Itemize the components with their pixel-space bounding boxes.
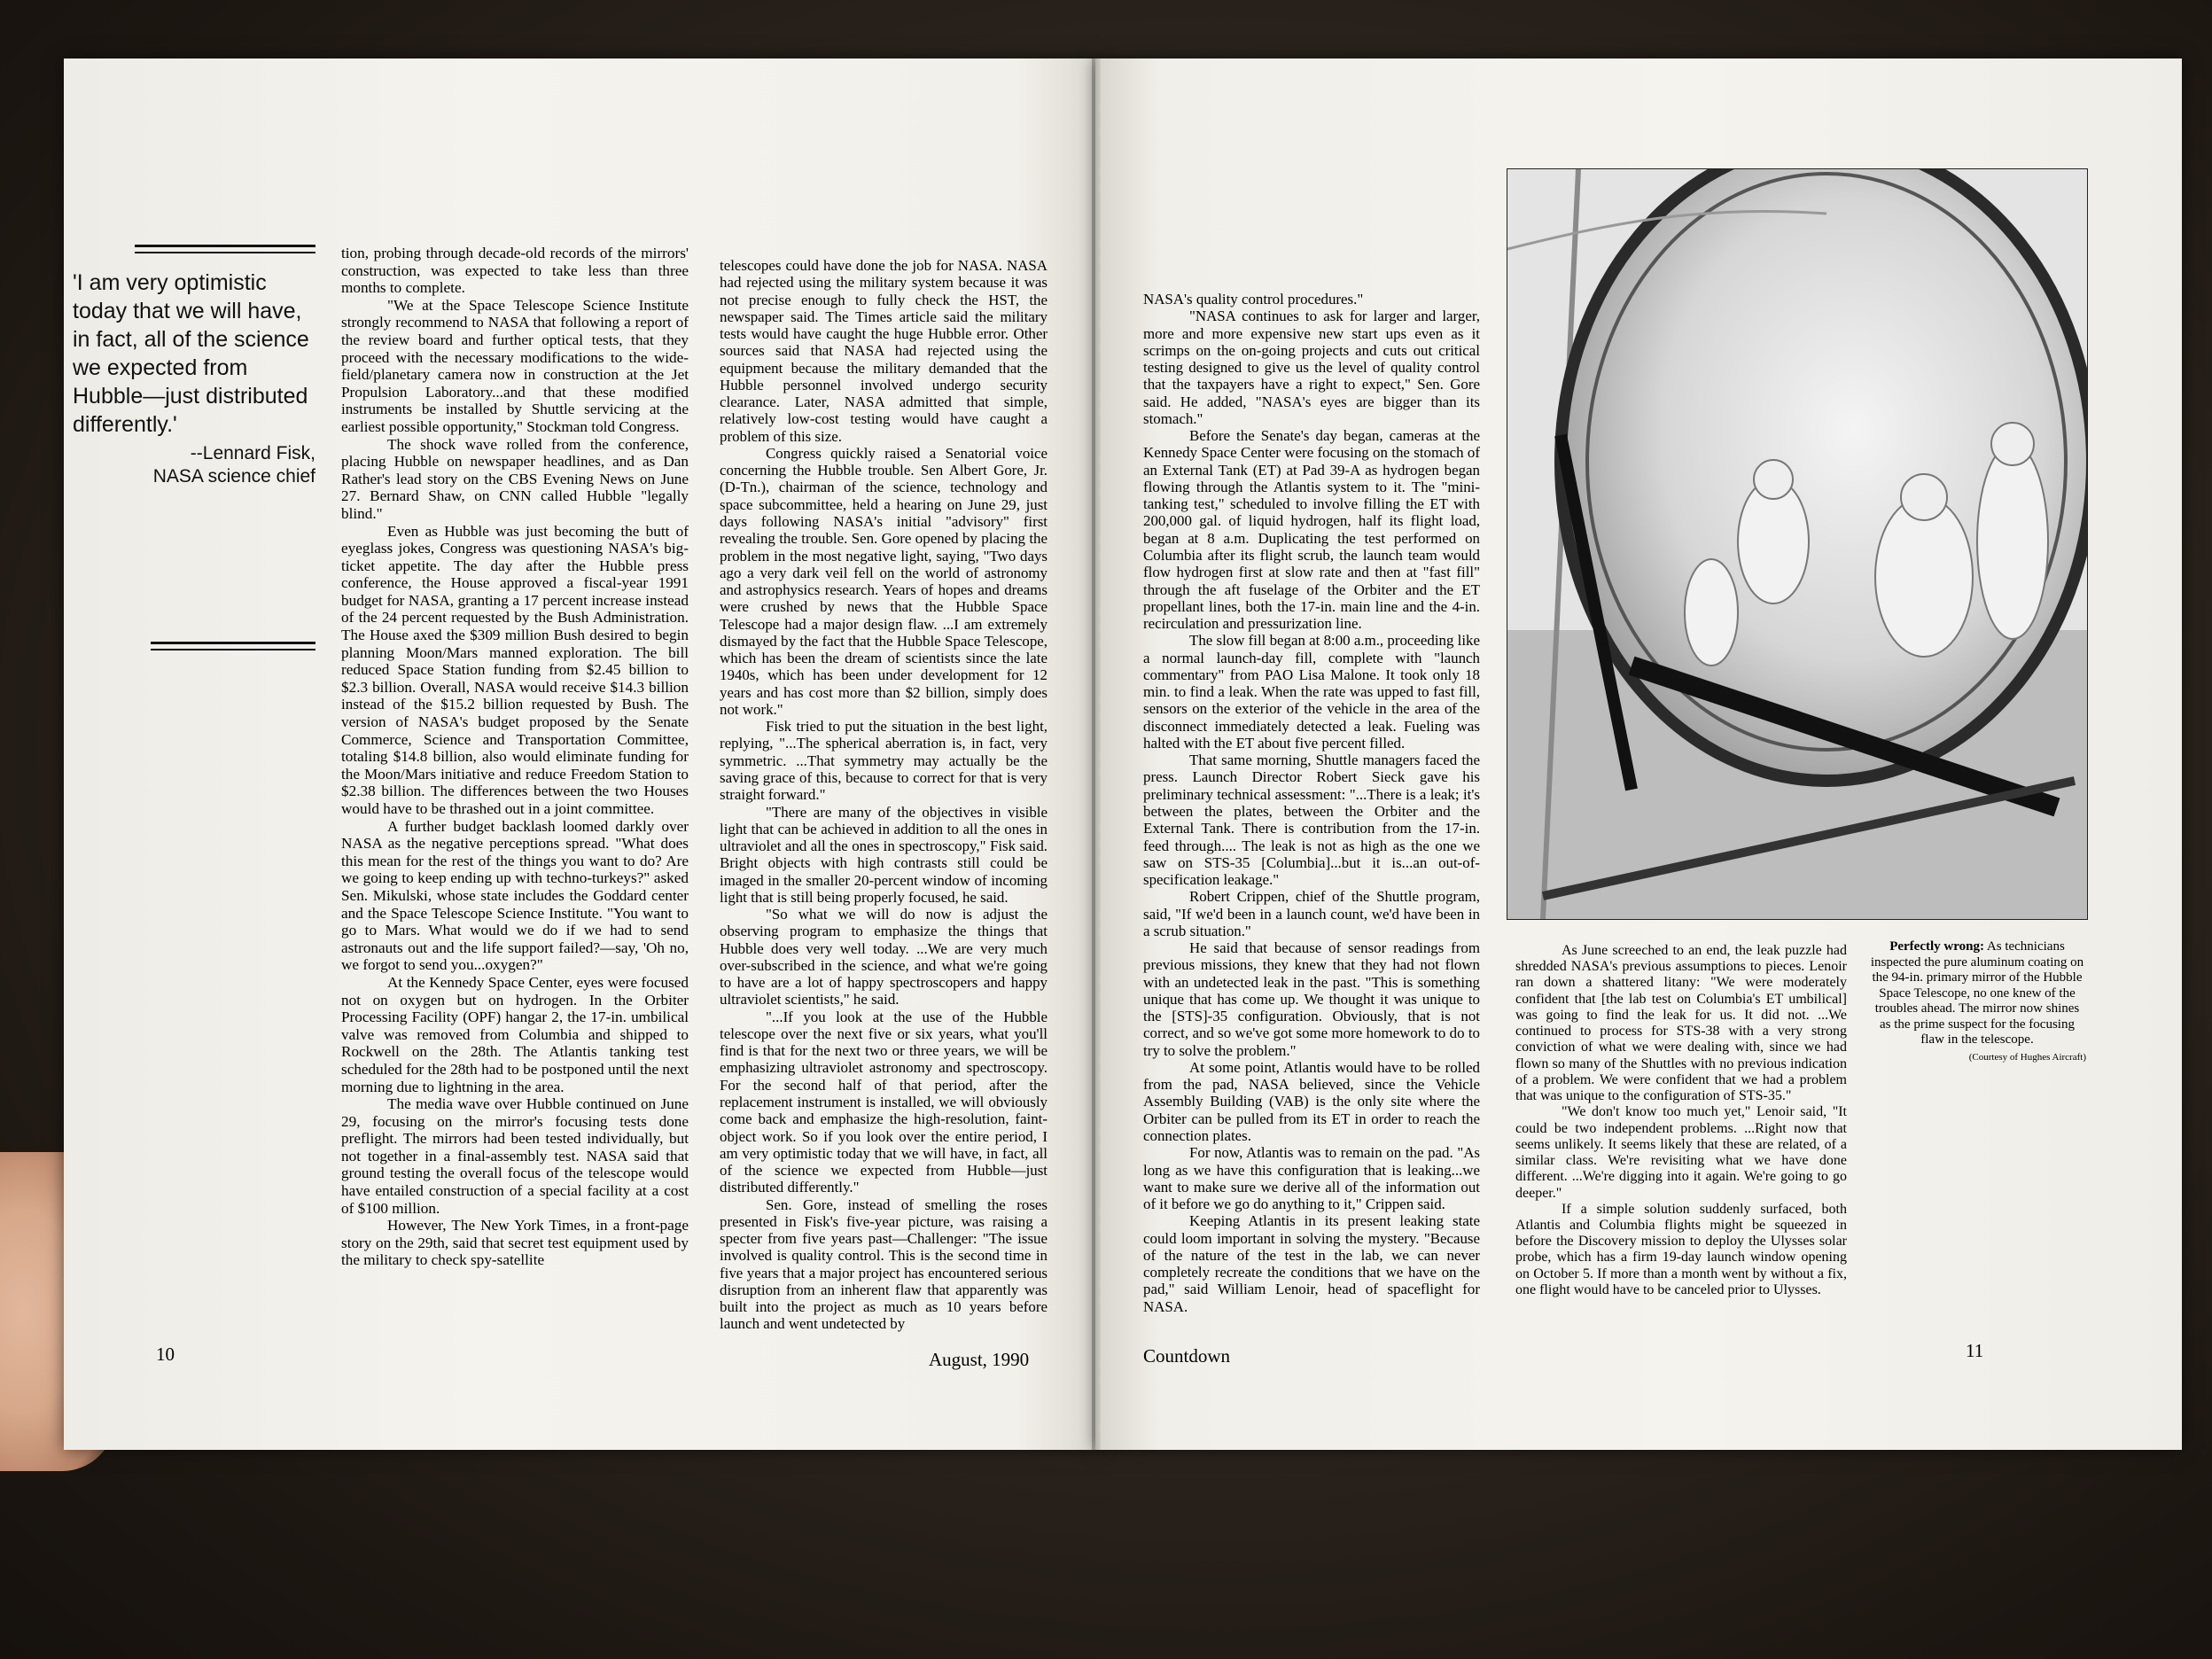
left-column-1 — [341, 245, 689, 1269]
pull-quote-bottom-rule-2 — [151, 649, 315, 650]
paragraph: If a simple solution suddenly surfaced, both Atlantis and Columbia flights might be squeezed in before the Discovery mission to deploy the Ulysses solar probe, which has a firm 19-day launch window opening on October 5. If more than a month went by without a fix, one flight would have to be canceled prior to Ulysses. — [1515, 1201, 1847, 1297]
paragraph: That same morning, Shuttle managers faced the press. Launch Director Robert Sieck gave his preliminary technical assessment: "...There is a leak; it's between the plates, between the Orbiter and the External Tank. There is contribution from the 17-in. feed through.... The leak is not as high as the one we saw on STS-35 [Columbia]...but it is...an out-of-specification leakage." — [1143, 752, 1480, 889]
paragraph: Sen. Gore, instead of smelling the roses presented in Fisk's five-year picture, was raising a specter from five years past—Challenger: "The issue involved is quality control. This is the second time in five years that a major project has encountered serious disruption from an inherent flaw that apparently was built into the project as much as 10 years before launch and went undetected by — [720, 1196, 1048, 1333]
pull-quote-text: 'I am very optimistic today that we will have, in fact, all of the science we expected from Hubble—just distributed differently.' — [73, 270, 309, 437]
paragraph: The media wave over Hubble continued on June 29, focusing on the mirror's focusing tests done preflight. The mirrors had been tested individually, but not together in a final-assembly test. NASA said that ground testing the overall focus of the telescope would have entailed construction of a special facility at a cost of $100 million. — [341, 1095, 689, 1217]
paragraph: Before the Senate's day began, cameras at the Kennedy Space Center were focusing on the stomach of an External Tank (ET) at Pad 39-A as hydrogen began flowing through the Atlantis system to it. The "mini-tanking test," scheduled to involve filling the ET with 200,000 gal. of liquid hydrogen, half its flight load, began at 8 a.m. Duplicating the test performed on Columbia after its flight scrub, the launch team would flow hydrogen first at slow rate and then at "fast fill" through the aft fuselage of the Orbiter and the ET propellant lines, both the 17-in. main line and the 4-in. recirculation and pressurization line. — [1143, 427, 1480, 633]
caption-text: As technicians inspected the pure aluminum coating on the 94-in. primary mirror of the Hubble Space Telescope, no one knew of the troubles ahead. The mirror now shines as the prime suspect for the focusing flaw in the telescope. — [1870, 939, 2084, 1047]
paragraph: telescopes could have done the job for NASA. NASA had rejected using the military system because it was not precise enough to fully check the HST, the newspaper said. The Times article said the military tests would have caught the huge Hubble error. Other sources said that NASA had rejected using the equipment because the military demanded that the Hubble personnel involved undergo security clearance. Later, NASA admitted that simple, relatively low-cost testing would have caught a problem of this size. — [720, 257, 1048, 445]
pull-quote-attribution-name: --Lennard Fisk, — [190, 443, 315, 463]
paragraph: Even as Hubble was just becoming the butt of eyeglass jokes, Congress was questioning NASA's big-ticket appetite. The day after the Hubble press conference, the House approved a fiscal-year 1991 budget for NASA, granting a 17 percent increase instead of the 24 percent requested by the Bush Administration. The House axed the $309 million Bush desired to begin planning Moon/Mars manned exploration. The bill reduced Space Station funding from $2.45 billion to $2.3 billion. Overall, NASA would receive $14.3 billion instead of the $15.2 billion requested by Bush. The version of NASA's budget proposed by the Senate Commerce, Science and Transportation Committee, totaling $14.8 billion, also would eliminate funding for the Moon/Mars initiative and reduce Freedom Station to $2.38 billion. The differences between the two Houses would have to be thrashed out in a joint committee. — [341, 522, 689, 817]
paragraph: "So what we will do now is adjust the observing program to emphasize the things that Hubble does very well today. ...We are very much over-subscribed in the science, and what we're going to have are a lot of happy spectroscopers and happy ultraviolet scientists," he said. — [720, 906, 1048, 1009]
pull-quote-top-rule-2 — [135, 252, 315, 253]
paragraph: Congress quickly raised a Senatorial voice concerning the Hubble trouble. Sen Albert Gore, Jr. (D-Tn.), chairman of the science, technology and space subcommittee, held a hearing on June 29, just days following NASA's initial "advisory" first revealing the trouble. Sen. Gore opened by placing the problem in the most negative light, saying, "Two days ago a very dark veil fell on the world of astronomy and astrophysics research. Years of hopes and dreams were crushed by news that the Hubble Space Telescope had a major design flaw. ...I am extremely dismayed by the fact that the Hubble Space Telescope, which has been the dream of scientists since the late 1940s, which has been under development for 12 years and has cost more than $2 billion, simply does not work." — [720, 444, 1048, 718]
paragraph: However, The New York Times, in a front-page story on the 29th, said that secret test equipment used by the military to check spy-satellite — [341, 1217, 689, 1269]
pull-quote-attribution-title: NASA science chief — [152, 466, 315, 487]
right-column-1 — [1143, 291, 1480, 1315]
paragraph: For now, Atlantis was to remain on the pad. "As long as we have this configuration that is leaking...we want to make sure we derive all of the information out of it before we go do anything to it," Crippen said. — [1143, 1144, 1480, 1213]
paragraph: "We at the Space Telescope Science Institute strongly recommend to NASA that following a report of the review board and further optical tests, that they proceed with the necessary modifications to the wide-field/planetary camera now in construction at the Jet Propulsion Laboratory...and that these modified instruments be installed by Shuttle servicing at the earliest possible opportunity," Stockman told Congress. — [341, 296, 689, 435]
caption-lead: Perfectly wrong: — [1889, 939, 1984, 954]
paragraph: A further budget backlash loomed darkly over NASA as the negative perceptions spread. "What does this mean for the rest of the things you want to do? Are we going to keep ending up with techno-turkeys?" asked Sen. Mikulski, whose state includes the Goddard center and the Space Telescope Science Institute. "You want to go to Mars. What would we do if we had to send astronauts out and the life support failed?—say, 'Oh no, we forgot to send you...oxygen?" — [341, 817, 689, 974]
page-number-right: 11 — [1966, 1340, 1984, 1361]
mirror-photo-illustration — [1507, 169, 2087, 919]
page-gutter — [1092, 58, 1101, 1450]
paragraph: He said that because of sensor readings from previous missions, they knew that they had not flown with an undetected leak in the past. "This is something unique that has come up. We thought it was unique to the [STS]-35 configuration. Obviously, that is not correct, and so we've got some more homework to do to try to solve the problem." — [1143, 939, 1480, 1059]
photo-credit: (Courtesy of Hughes Aircraft) — [1968, 1051, 2086, 1063]
mirror-photo — [1507, 168, 2088, 920]
pull-quote-top-rule — [135, 245, 315, 247]
right-column-2 — [1515, 943, 1847, 1298]
paragraph: At some point, Atlantis would have to be rolled from the pad, NASA believed, since the Vehicle Assembly Building (VAB) is the only site where the Orbiter can be pulled from its ET in order to reach the connection plates. — [1143, 1058, 1480, 1145]
issue-date: August, 1990 — [929, 1349, 1030, 1370]
paragraph: Fisk tried to put the situation in the best light, replying, "...The spherical aberration is, in fact, very symmetric. ...That symmetry may actually be the saving grace of this, because to correct for that is very straight forward." — [720, 718, 1048, 804]
paragraph: The slow fill began at 8:00 a.m., proceeding like a normal launch-day fill, complete with "launch commentary" from PAO Lisa Malone. It took only 18 min. to find a leak. When the rate was upped to fast fill, sensors on the exterior of the vehicle in the area of the disconnect immediately detected a leak. Fueling was halted with the ET about five percent filled. — [1143, 632, 1480, 752]
paragraph: "NASA continues to ask for larger and larger, more and more expensive new start ups even as it scrimps on the on-going projects and cuts out critical testing designed to give us the level of quality control that the taxpayers have a right to expect," Sen. Gore said. He added, "NASA's eyes are bigger than its stomach." — [1143, 308, 1480, 427]
pull-quote-bottom-rule — [151, 642, 315, 644]
left-column-2 — [720, 257, 1048, 1333]
page-number-left: 10 — [156, 1344, 175, 1365]
paragraph: The shock wave rolled from the conference, placing Hubble on newspaper headlines, and as Dan Rather's lead story on the CBS Evening News on June 27. Bernard Shaw, on CNN called Hubble "legally blind." — [341, 435, 689, 522]
magazine-name: Countdown — [1143, 1345, 1231, 1367]
paragraph: "There are many of the objectives in visible light that can be achieved in addition to all the ones in ultraviolet and all the ones in spectroscopy," Fisk said. Bright objects with high contrasts still could be imaged in the smaller 20-percent window of incoming light that is still being properly focused, he said. — [720, 803, 1048, 906]
paragraph: NASA's quality control procedures." — [1143, 291, 1364, 308]
paragraph: At the Kennedy Space Center, eyes were focused not on oxygen but on hydrogen. In the Orbiter Processing Facility (OPF) hangar 2, the 17-in. umbilical valve was removed from Columbia and shipped to Rockwell on the 28th. The Atlantis tanking test scheduled for the 28th had to be postponed until the next morning due to lightning in the area. — [341, 973, 689, 1095]
pull-quote — [73, 269, 315, 488]
paragraph: tion, probing through decade-old records of the mirrors' construction, was expected to take less than three months to complete. — [341, 245, 689, 297]
photo-caption — [1868, 939, 2086, 1065]
paragraph: As June screeched to an end, the leak puzzle had shredded NASA's previous assumptions to pieces. Lenoir ran down a shattered litany: "We were moderately confident that [the lab test on Columbia's ET umbilical] was going to find the leak for us. It did not. ...We continued to process for STS-38 with a very strong conviction of what we were dealing with, since we had flown so many of the Shuttles with no previous indication of a problem. We were confident that we had a problem that was unique to the configuration of STS-35." — [1515, 943, 1847, 1104]
paragraph: Robert Crippen, chief of the Shuttle program, said, "If we'd been in a launch count, we'd have been in a scrub situation." — [1143, 888, 1480, 939]
paragraph: "...If you look at the use of the Hubble telescope over the next five or six years, what you'll find is that for the next two or three years, we will be emphasizing ultraviolet astronomy and spectroscopy. For the second half of that period, after the replacement instrument is installed, we will obviously come back and emphasize the high-resolution, faint-object work. So if you look over the entire period, I am very optimistic today that we will have, in fact, all of the science we expected from Hubble—just distributed differently." — [720, 1008, 1048, 1196]
paragraph: "We don't know too much yet," Lenoir said, "It could be two independent problems. ...Right now that seems unlikely. It seems likely that these are related, of a similar class. We're revisiting what we have done different. ...We're digging into it again. We're going to go deeper." — [1515, 1104, 1847, 1201]
paragraph: Keeping Atlantis in its present leaking state could loom important in solving the mystery. "Because of the nature of the test in the lab, we can never completely recreate the conditions that we have on the pad," said William Lenoir, head of spaceflight for NASA. — [1143, 1212, 1480, 1315]
